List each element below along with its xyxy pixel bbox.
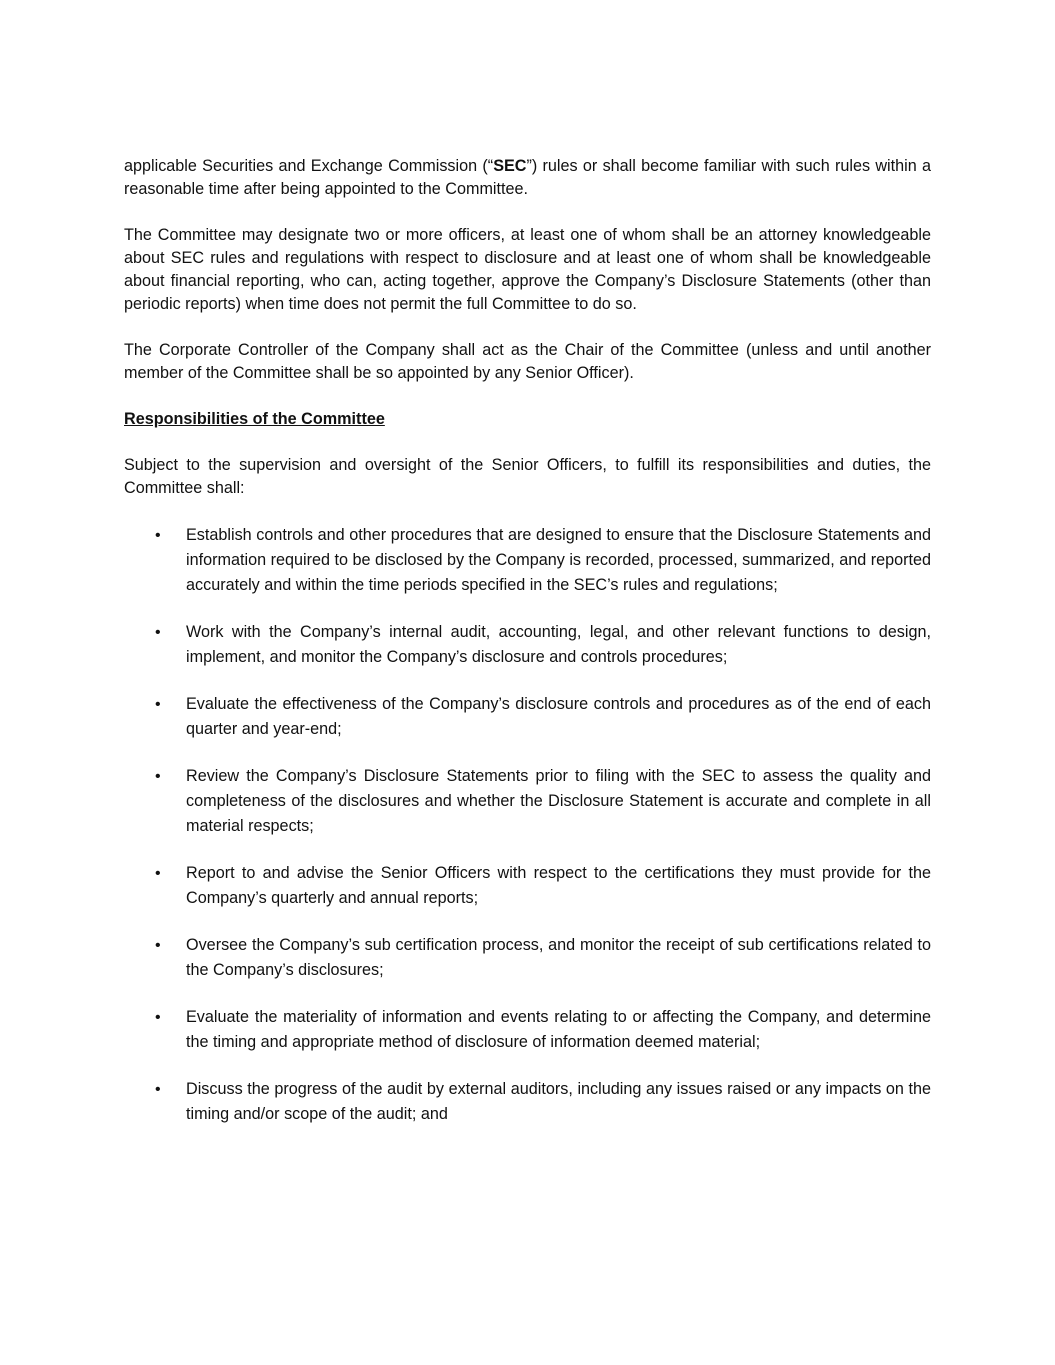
paragraph-sec-rules — [124, 155, 931, 201]
list-item-text: Discuss the progress of the audit by external auditors, including any issues raised or any impacts on the timing and/or scope of the audit; and — [186, 1080, 931, 1123]
bullet-icon: • — [155, 865, 161, 882]
paragraph-sec-rules-start: applicable Securities and Exchange Commission (“ — [124, 157, 494, 175]
list-item — [124, 933, 931, 983]
list-item — [124, 764, 931, 839]
list-item-text: Review the Company’s Disclosure Statements prior to filing with the SEC to assess the quality and completeness of the disclosures and whether the Disclosure Statement is accurate and complete in all material respects; — [186, 767, 931, 835]
section-heading-responsibilities: Responsibilities of the Committee — [124, 410, 385, 428]
list-item — [124, 861, 931, 911]
list-item-text: Work with the Company’s internal audit, accounting, legal, and other relevant functions to design, implement, and monitor the Company’s disclosure and controls procedures; — [186, 623, 931, 666]
bullet-icon: • — [155, 937, 161, 954]
bullet-icon: • — [155, 1081, 161, 1098]
paragraph-designate-officers: The Committee may designate two or more officers, at least one of whom shall be an attorney knowledgeable about SEC rules and regulations with respect to disclosure and at least one of whom shall be knowledgeable about financial reporting, who can, acting together, approve the Company’s Disclosure Statements (other than periodic reports) when time does not permit the full Committee to do so. — [124, 226, 931, 313]
bullet-icon: • — [155, 624, 161, 641]
list-item-text: Establish controls and other procedures that are designed to ensure that the Disclosure Statements and information required to be disclosed by the Company is recorded, processed, summarized, and reported accurately and within the time periods specified in the SEC’s rules and regulations; — [186, 526, 932, 594]
paragraph-responsibilities-intro: Subject to the supervision and oversight of the Senior Officers, to fulfill its responsibilities and duties, the Committee shall: — [124, 456, 931, 497]
bullet-icon: • — [155, 1009, 161, 1026]
responsibilities-list — [124, 523, 931, 1127]
bullet-icon: • — [155, 696, 161, 713]
list-item-text: Report to and advise the Senior Officers with respect to the certifications they must provide for the Company’s quarterly and annual reports; — [186, 864, 931, 907]
list-item-text: Oversee the Company’s sub certification process, and monitor the receipt of sub certifications related to the Company’s disclosures; — [186, 936, 931, 979]
paragraph-committee-chair: The Corporate Controller of the Company shall act as the Chair of the Committee (unless and until another member of the Committee shall be so appointed by any Senior Officer). — [124, 341, 931, 382]
list-item-text: Evaluate the effectiveness of the Company’s disclosure controls and procedures as of the end of each quarter and year-end; — [186, 695, 931, 738]
list-item — [124, 620, 931, 670]
list-item — [124, 692, 931, 742]
list-item-text: Evaluate the materiality of information and events relating to or affecting the Company, and determine the timing and appropriate method of disclosure of information deemed material; — [186, 1008, 931, 1051]
bullet-icon: • — [155, 527, 161, 544]
list-item — [124, 523, 931, 598]
list-item — [124, 1077, 931, 1127]
sec-defined-term: SEC — [493, 157, 527, 175]
bullet-icon: • — [155, 768, 161, 785]
document-page — [124, 155, 931, 1149]
paragraph-sec-rules-end: ”) rules or shall become familiar with such rules within a reasonable time after being appointed to the Committee. — [124, 157, 931, 198]
list-item — [124, 1005, 931, 1055]
